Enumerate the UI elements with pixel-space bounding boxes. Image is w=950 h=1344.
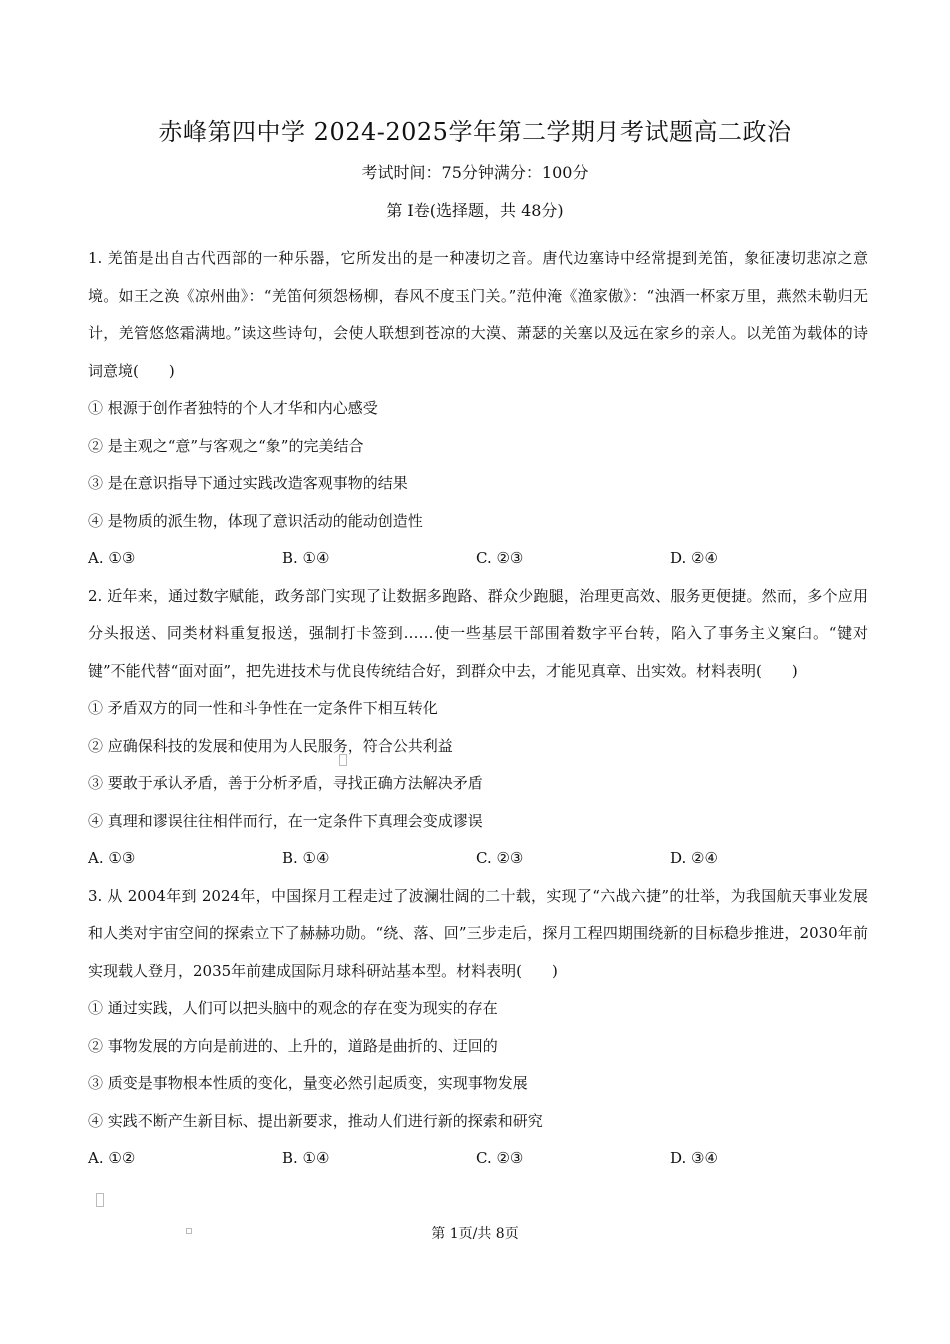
question-stem: 3. 从 2004年到 2024年，中国探月工程走过了波澜壮阔的二十载，实现了“六战六捷”的壮举，为我国航天事业发展和人类对宇宙空间的探索立下了赫赫功勋。“绕、落、回”三步走后，探月工程四期围绕新的目标稳步推进，2030年前实现载人登月，2035年前建成国际月球科研站基本型。材料表明( ) bbox=[88, 886, 868, 980]
option-3: ③ 质变是事物根本性质的变化，量变必然引起质变，实现事物发展 bbox=[88, 1074, 528, 1092]
choice-c: C. ②③ bbox=[476, 1149, 524, 1167]
choice-b: B. ①④ bbox=[282, 549, 330, 567]
question-1 bbox=[88, 240, 868, 578]
option-1: ① 通过实践，人们可以把头脑中的观念的存在变为现实的存在 bbox=[88, 999, 498, 1017]
choice-a: A. ①② bbox=[88, 1149, 136, 1167]
choice-d: D. ②④ bbox=[670, 549, 718, 567]
question-3 bbox=[88, 878, 868, 1178]
scan-mark bbox=[96, 1193, 104, 1207]
answer-choices bbox=[88, 1140, 868, 1178]
page-number: 第 1页/共 8页 bbox=[431, 1226, 519, 1242]
choice-a: A. ①③ bbox=[88, 849, 136, 867]
option-1: ① 矛盾双方的同一性和斗争性在一定条件下相互转化 bbox=[88, 699, 438, 717]
choice-d: D. ②④ bbox=[670, 849, 718, 867]
answer-choices bbox=[88, 840, 868, 878]
choice-c: C. ②③ bbox=[476, 849, 524, 867]
option-2: ② 事物发展的方向是前进的、上升的，道路是曲折的、迂回的 bbox=[88, 1036, 498, 1055]
exam-info: 考试时间：75分钟满分：100分 bbox=[361, 163, 589, 182]
choice-c: C. ②③ bbox=[476, 549, 524, 567]
section-title: 第 Ⅰ卷(选择题，共 48分) bbox=[386, 201, 564, 220]
question-stem: 2. 近年来，通过数字赋能，政务部门实现了让数据多跑路、群众少跑腿，治理更高效、服务更便捷。然而，多个应用分头报送、同类材料重复报送，强制打卡签到……使一些基层干部围着数字平台转，陷入了事务主义窠臼。“键对键”不能代替“面对面”，把先进技术与优良传统结合好，到群众中去，才能见真章、出实效。材料表明( ) bbox=[88, 586, 868, 680]
option-1: ① 根源于创作者独特的个人才华和内心感受 bbox=[88, 399, 378, 417]
question-stem: 1. 羌笛是出自古代西部的一种乐器，它所发出的是一种凄切之音。唐代边塞诗中经常提到羌笛，象征凄切悲凉之意境。如王之涣《凉州曲》：“羌笛何须怨杨柳，春风不度玉门关。”范仲淹《渔家傲》：“浊酒一杯家万里，燕然未勒归无计，羌管悠悠霜满地。”读这些诗句，会使人联想到苍凉的大漠、萧瑟的关塞以及远在家乡的亲人。以羌笛为载体的诗词意境( ) bbox=[88, 249, 868, 380]
choice-d: D. ③④ bbox=[670, 1149, 718, 1167]
option-2: ② 是主观之“意”与客观之“象”的完美结合 bbox=[88, 436, 364, 455]
answer-choices bbox=[88, 540, 868, 578]
choice-b: B. ①④ bbox=[282, 849, 330, 867]
scan-mark bbox=[339, 754, 347, 766]
option-4: ④ 实践不断产生新目标、提出新要求，推动人们进行新的探索和研究 bbox=[88, 1111, 543, 1130]
questions-area bbox=[88, 240, 868, 1178]
choice-a: A. ①③ bbox=[88, 549, 136, 567]
choice-b: B. ①④ bbox=[282, 1149, 330, 1167]
option-3: ③ 是在意识指导下通过实践改造客观事物的结果 bbox=[88, 474, 408, 492]
option-4: ④ 真理和谬误往往相伴而行，在一定条件下真理会变成谬误 bbox=[88, 811, 483, 830]
option-3: ③ 要敢于承认矛盾，善于分析矛盾，寻找正确方法解决矛盾 bbox=[88, 774, 483, 792]
question-2 bbox=[88, 578, 868, 878]
option-2: ② 应确保科技的发展和使用为人民服务，符合公共利益 bbox=[88, 736, 453, 755]
option-4: ④ 是物质的派生物，体现了意识活动的能动创造性 bbox=[88, 511, 423, 530]
exam-title: 赤峰第四中学 2024-2025学年第二学期月考试题高二政治 bbox=[158, 118, 792, 146]
